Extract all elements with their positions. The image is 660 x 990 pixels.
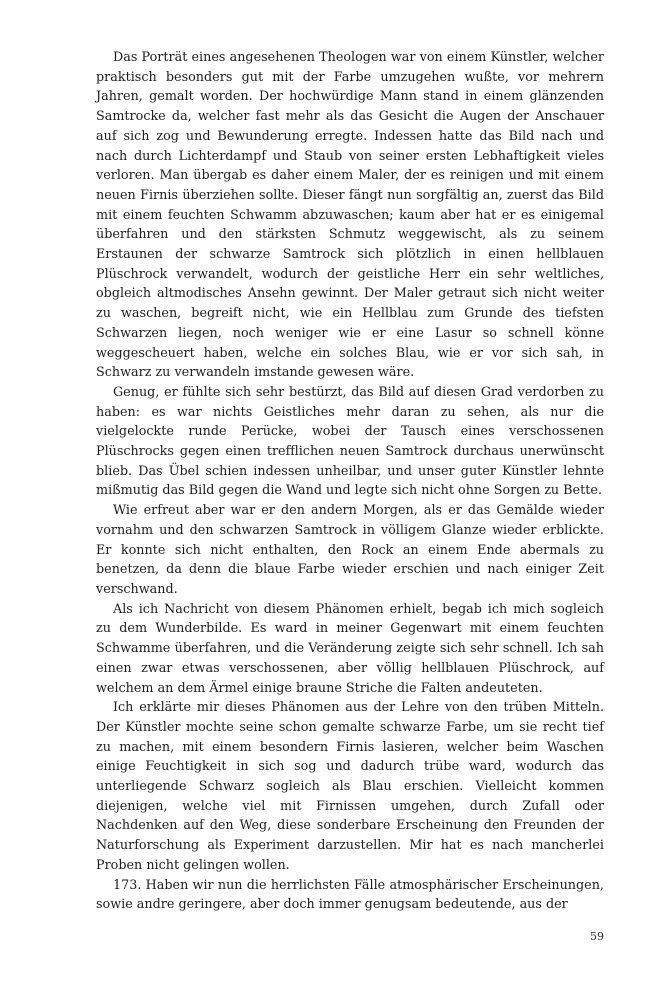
paragraph: Wie erfreut aber war er den andern Morgen, als er das Gemälde wieder vornahm und den schwarzen Samtrock in völligem Glanze wieder erblickte. Er konnte sich nicht enthalten, den Rock an einem Ende abermals zu benetzen, da denn die blaue Farbe wieder erschien und nach einiger Zeit verschwand.	[96, 503, 604, 597]
paragraph: Als ich Nachricht von diesem Phänomen erhielt, begab ich mich sogleich zu dem Wunderbilde. Es ward in meiner Gegenwart mit einem feuchten Schwamme überfahren, und die Veränderung zeigte sich sehr schnell. Ich sah einen zwar etwas verschossenen, aber völlig hellblauen Plüschrock, auf welchem an dem Ärmel einige braune Striche die Falten andeuteten.	[96, 601, 604, 696]
paragraph: Ich erklärte mir dieses Phänomen aus der Lehre von den trüben Mitteln. Der Künstler mochte seine schon gemalte schwarze Farbe, um sie recht tief zu machen, mit einem besondern Firnis lasieren, welcher beim Waschen einige Feuchtigkeit in sich sog und dadurch trübe ward, wodurch das unterliegende Schwarz sogleich als Blau erschien. Vielleicht kommen diejenigen, welche viel mit Firnissen umgehen, durch Zufall oder Nachdenken auf den Weg, diese sonderbare Erscheinung den Freunden der Naturforschung als Experiment darzustellen. Mir hat es nach mancherlei Proben nicht gelingen wollen.	[96, 700, 604, 873]
paragraph: Das Porträt eines angesehenen Theologen war von einem Künstler, welcher praktisch besonders gut mit der Farbe umzugehen wußte, vor mehrern Jahren, gemalt worden. Der hochwürdige Mann stand in einem glänzenden Samtrocke da, welcher fast mehr als das Gesicht die Augen der Anschauer auf sich zog und Bewunderung erregte. Indessen hatte das Bild nach und nach durch Lichterdampf und Staub von seiner ersten Lebhaftigkeit vieles verloren. Man übergab es daher einem Maler, der es reinigen und mit einem neuen Firnis überziehen sollte. Dieser fängt nun sorgfältig an, zuerst das Bild mit einem feuchten Schwamm abzuwaschen; kaum aber hat er es einigemal überfahren und den stärksten Schmutz weggewischt, als zu seinem Erstaunen der schwarze Samtrock sich plötzlich in einen hellblauen Plüschrock verwandelt, wodurch der geistliche Herr ein sehr weltliches, obgleich altmodisches Ansehn gewinnt. Der Maler getraut sich nicht weiter zu waschen, begreift nicht, wie ein Hellblau zum Grunde des tiefsten Schwarzen liegen, noch weniger wie er eine Lasur so schnell könne weggescheuert haben, welche ein solches Blau, wie er vor sich sah, in Schwarz zu verwandeln imstande gewesen wäre.	[96, 50, 604, 381]
document-body	[96, 48, 604, 915]
paragraph: Genug, er fühlte sich sehr bestürzt, das Bild auf diesen Grad verdorben zu haben: es war nichts Geistliches mehr daran zu sehen, als nur die vielgelockte runde Perücke, wobei der Tausch eines verschossenen Plüschrocks gegen einen trefflichen neuen Samtrock durchaus unerwünscht blieb. Das Übel schien indessen unheilbar, und unser guter Künstler lehnte mißmutig das Bild gegen die Wand und legte sich nicht ohne Sorgen zu Bette.	[96, 384, 604, 499]
paragraph: 173. Haben wir nun die herrlichsten Fälle atmosphärischer Erscheinungen, sowie andre geringere, aber doch immer genugsam bedeutende, aus der	[96, 877, 604, 913]
page-number: 59	[590, 930, 604, 943]
